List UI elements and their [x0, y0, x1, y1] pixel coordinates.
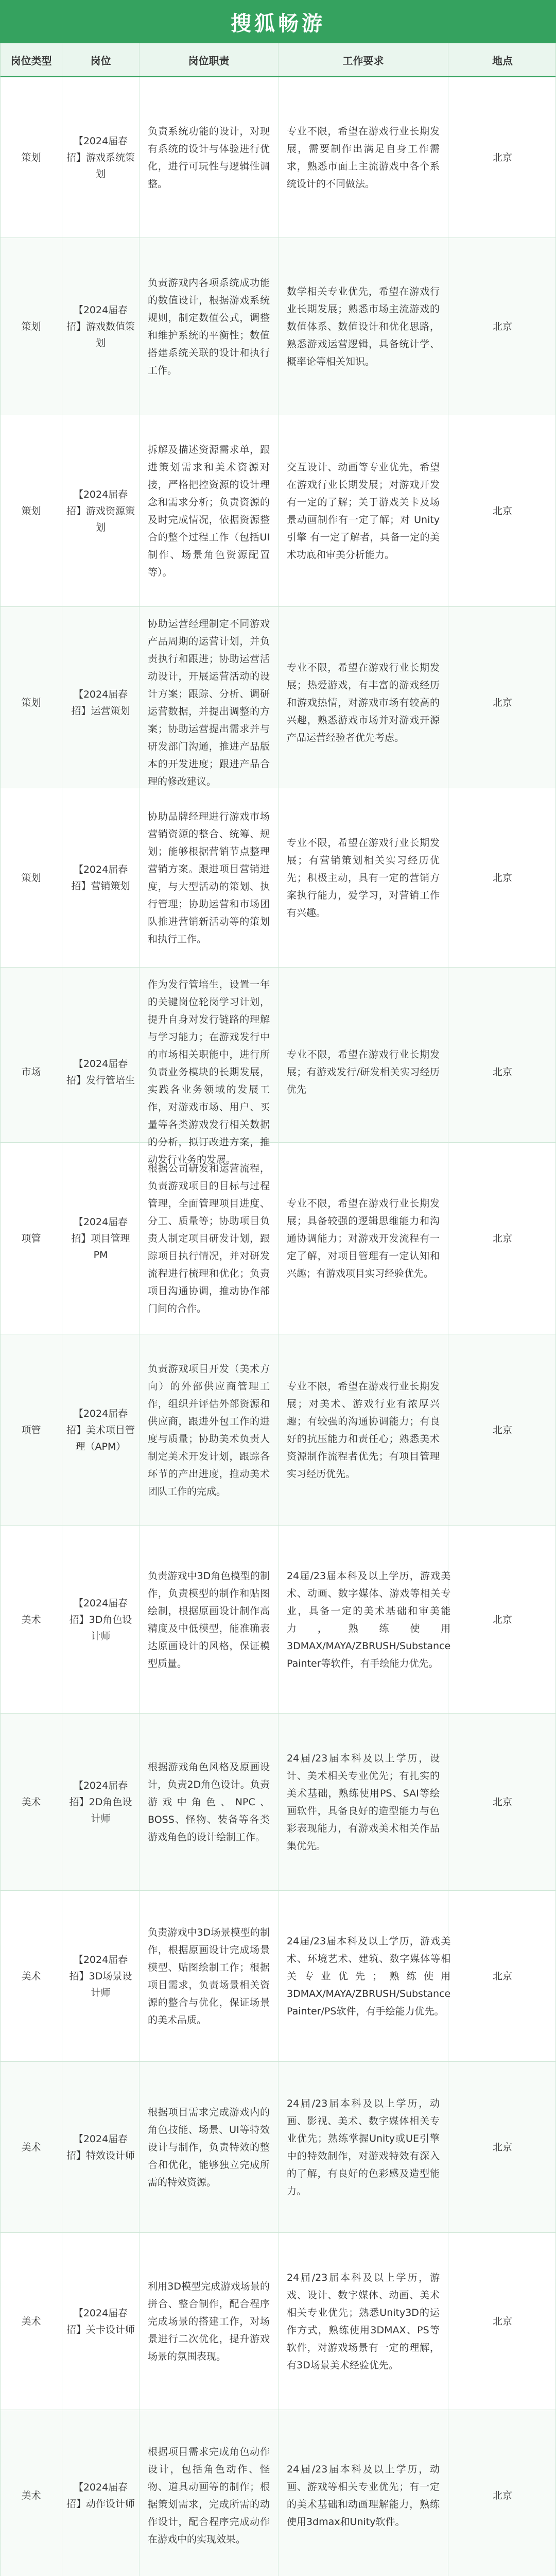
job-location-cell: 北京 [492, 1796, 512, 1808]
job-type-cell: 策划 [1, 607, 62, 799]
job-location-cell: 北京 [492, 2315, 512, 2327]
job-duty-cell: 拆解及描述资源需求单，跟进策划需求和美术资源对接，严格把控资源的设计理念和需求分析；负责资源的及时完成情况，依据资源整合的整个过程工作（包括UI制作、场景角色资源配置等）。 [140, 415, 279, 606]
job-type-cell: 策划 [1, 238, 62, 415]
job-duty-cell: 协助品牌经理进行游戏市场营销资源的整合、统筹、规划；能够根据营销节点整理营销方案。跟进项目营销进度，与大型活动的策划、执行管理；协助运营和市场团队推进营销新活动等的策划和执行工作。 [140, 788, 279, 967]
job-location-cell: 北京 [492, 697, 512, 708]
job-duty-cell: 负责游戏中3D角色模型的制作，负责模型的制作和贴图绘制，根据原画设计制作高精度及中低模型，能准确表达原画设计的风格，保证模型质量。 [140, 1526, 279, 1713]
page-title: 搜狐畅游 [231, 11, 325, 36]
job-position-cell: 【2024届春招】游戏系统策划 [62, 77, 140, 238]
job-type-cell: 美术 [1, 2062, 62, 2232]
job-location-cell: 北京 [492, 1970, 512, 1982]
job-type-cell: 美术 [1, 1526, 62, 1713]
job-duty-cell: 根据游戏角色风格及原画设计，负责2D角色设计。负责游戏中角色、NPC、BOSS、怪物、装备等各类游戏角色的设计绘制工作。 [140, 1714, 279, 1890]
job-location-cell: 北京 [492, 1232, 512, 1244]
job-duty-cell: 根据项目需求完成游戏内的角色技能、场景、UI等特效设计与制作，负责特效的整合和优化，能够独立完成所需的特效资源。 [140, 2062, 279, 2232]
job-duty-cell: 作为发行管培生，设置一年的关键岗位轮岗学习计划，提升自身对发行链路的理解与学习能力；在游戏发行中的市场相关职能中，进行所负责业务模块的长期发展，实践各业务领域的发展工作，对游戏市场、用户、买量等各类游戏发行相关数据的分析，拟订改进方案，推动发行业务的发展。 [140, 968, 279, 1177]
job-row [0, 1143, 556, 1334]
job-duty-cell: 根据公司研发和运营流程，负责游戏项目的目标与过程管理，全面管理项目进度、分工、质量等；协助项目负责人制定项目研发计划，跟踪项目执行情况，并对研发流程进行梳理和优化；负责项目沟通协调，推动协作部门间的合作。 [140, 1143, 279, 1334]
job-requirement-cell: 专业不限，希望在游戏行业长期发展，需要制作出满足自身工作需求，熟悉市面上主流游戏中各个系统设计的不同做法。 [279, 77, 448, 238]
job-row [0, 2062, 556, 2233]
job-row [0, 415, 556, 607]
job-location-cell: 北京 [492, 1066, 512, 1078]
job-position-cell: 【2024届春招】美术项目管理（APM） [62, 1334, 140, 1526]
job-position-cell: 【2024届春招】3D角色设计师 [62, 1526, 140, 1713]
job-requirement-cell: 24届/23届本科及以上学历，动画、游戏等相关专业优先；有一定的美术基础和动画理解能力，熟练使用3dmax和Unity软件。 [279, 2410, 448, 2576]
job-location-cell: 北京 [492, 2141, 512, 2153]
job-type-cell: 项管 [1, 1143, 62, 1334]
job-requirement-cell: 专业不限，希望在游戏行业长期发展；对美术、游戏行业有浓厚兴趣；有较强的沟通协调能力；有良好的抗压能力和责任心；熟悉美术资源制作流程者优先；有项目管理实习经历优先。 [279, 1334, 448, 1526]
job-position-cell: 【2024届春招】关卡设计师 [62, 2233, 140, 2410]
job-type-cell: 美术 [1, 1891, 62, 2061]
job-type-cell: 策划 [1, 415, 62, 606]
job-type-cell: 美术 [1, 2410, 62, 2576]
job-requirement-cell: 交互设计、动画等专业优先，希望在游戏行业长期发展；对游戏开发有一定的了解；关于游戏关卡及场景动画制作有一定了解；对 Unity 引擎 有一定了解者，具备一定的美术功底和审美分析能力。 [279, 415, 448, 606]
job-duty-cell: 利用3D模型完成游戏场景的拼合、整合制作，配合程序完成场景的搭建工作，对场景进行二次优化，提升游戏场景的氛围表现。 [140, 2233, 279, 2410]
job-position-cell: 【2024届春招】2D角色设计师 [62, 1714, 140, 1890]
job-row [0, 968, 556, 1165]
job-row [0, 2410, 556, 2576]
job-requirement-cell: 专业不限，希望在游戏行业长期发展；热爱游戏，有丰富的游戏经历和游戏热情，对游戏市场有较高的兴趣，熟悉游戏市场并对游戏开源产品运营经验者优先考虑。 [279, 607, 448, 799]
job-requirement-cell: 专业不限，希望在游戏行业长期发展；具备较强的逻辑思维能力和沟通协调能力；对游戏开发流程有一定了解，对项目管理有一定认知和兴趣；有游戏项目实习经验优先。 [279, 1143, 448, 1334]
job-location-cell: 北京 [492, 872, 512, 884]
job-duty-cell: 负责游戏中3D场景模型的制作，根据原画设计完成场景模型、贴图绘制工作；根据项目需求，负责场景相关资源的整合与优化，保证场景的美术品质。 [140, 1891, 279, 2061]
job-duty-cell: 负责游戏内各项系统成功能的数值设计，根据游戏系统规则，制定数值公式，调整和维护系统的平衡性；数值搭建系统关联的设计和执行工作。 [140, 238, 279, 415]
table-header [0, 43, 556, 77]
job-duty-cell: 负责系统功能的设计，对现有系统的设计与体验进行优化，进行可玩性与逻辑性调整。 [140, 77, 279, 238]
job-position-cell: 【2024届春招】运营策划 [62, 607, 140, 799]
job-duty-cell: 协助运营经理制定不同游戏产品周期的运营计划，并负责执行和跟进；协助运营活动设计，开展运营活动的设计方案；跟踪、分析、调研运营数据，并提出调整的方案；协助运营提出需求并与研发部门沟通，推进产品版本的开发进度；跟进产品合理的修改建议。 [140, 607, 279, 799]
job-row [0, 1334, 556, 1526]
job-requirement-cell: 24届/23届本科及以上学历，动画、影视、美术、数字媒体相关专业优先；熟练掌握Unity或UE引擎中的特效制作，对游戏特效有深入的了解，有良好的色彩感及造型能力。 [279, 2062, 448, 2232]
job-type-cell: 项管 [1, 1334, 62, 1526]
job-location-cell: 北京 [492, 1614, 512, 1625]
job-type-cell: 策划 [1, 788, 62, 967]
job-row [0, 77, 556, 238]
job-row [0, 2233, 556, 2410]
job-location-cell: 北京 [492, 151, 512, 163]
job-type-cell: 策划 [1, 77, 62, 238]
page-header [0, 0, 556, 43]
job-requirement-cell: 24届/23届本科及以上学历，游戏、设计、数字媒体、动画、美术相关专业优先；熟悉Unity3D的运作方式，熟练使用3DMAX、PS等软件，对游戏场景有一定的理解，有3D场景美术经验优先。 [279, 2233, 448, 2410]
col-req-header: 工作要求 [279, 43, 448, 76]
job-row [0, 1714, 556, 1891]
job-location-cell: 北京 [492, 505, 512, 517]
job-type-cell: 美术 [1, 1714, 62, 1890]
col-location-header: 地点 [492, 54, 513, 67]
job-requirement-cell: 专业不限，希望在游戏行业长期发展；有游戏发行/研发相关实习经历优先 [279, 968, 448, 1177]
job-position-cell: 【2024届春招】营销策划 [62, 788, 140, 967]
job-table-body [0, 77, 556, 2576]
job-location-cell: 北京 [492, 1424, 512, 1436]
job-duty-cell: 负责游戏项目开发（美术方向）的外部供应商管理工作，组织并评估外部资源和供应商，跟进外包工作的进度与质量；协助美术负责人制定美术开发计划，跟踪各环节的产出进度，推动美术团队工作的完成。 [140, 1334, 279, 1526]
job-position-cell: 【2024届春招】游戏资源策划 [62, 415, 140, 606]
job-row [0, 607, 556, 788]
job-position-cell: 【2024届春招】动作设计师 [62, 2410, 140, 2576]
job-position-cell: 【2024届春招】发行管培生 [62, 968, 140, 1177]
job-requirement-cell: 专业不限，希望在游戏行业长期发展；有营销策划相关实习经历优先；积极主动，具有一定的营销方案执行能力，爱学习，对营销工作有兴趣。 [279, 788, 448, 967]
col-type-header: 岗位类型 [1, 43, 62, 76]
job-row [0, 1891, 556, 2062]
col-position-header: 岗位 [62, 43, 140, 76]
job-location-cell: 北京 [492, 2489, 512, 2501]
job-row [0, 788, 556, 968]
job-position-cell: 【2024届春招】特效设计师 [62, 2062, 140, 2232]
job-position-cell: 【2024届春招】游戏数值策划 [62, 238, 140, 415]
job-requirement-cell: 数学相关专业优先，希望在游戏行业长期发展；熟悉市场主流游戏的数值体系、数值设计和优化思路，熟悉游戏运营逻辑，具备统计学、概率论等相关知识。 [279, 238, 448, 415]
job-row [0, 238, 556, 415]
job-requirement-cell: 24届/23届本科及以上学历，游戏美术、环境艺术、建筑、数字媒体等相关专业优先；熟练使用3DMAX/MAYA/ZBRUSH/Substance Painter/PS软件，有手绘能力优先。 [279, 1891, 448, 2061]
job-duty-cell: 根据项目需求完成角色动作设计，包括角色动作、怪物、道具动画等的制作；根据策划需求，完成所需的动作设计，配合程序完成动作在游戏中的实现效果。 [140, 2410, 279, 2576]
job-position-cell: 【2024届春招】项目管理PM [62, 1143, 140, 1334]
job-requirement-cell: 24届/23届本科及以上学历，设计、美术相关专业优先；有扎实的美术基础，熟练使用PS、SAI等绘画软件，具备良好的造型能力与色彩表现能力，有游戏美术相关作品集优先。 [279, 1714, 448, 1890]
col-duty-header: 岗位职责 [140, 43, 279, 76]
job-type-cell: 市场 [1, 968, 62, 1177]
job-position-cell: 【2024届春招】3D场景设计师 [62, 1891, 140, 2061]
job-row [0, 1526, 556, 1714]
job-type-cell: 美术 [1, 2233, 62, 2410]
job-location-cell: 北京 [492, 320, 512, 332]
job-requirement-cell: 24届/23届本科及以上学历，游戏美术、动画、数字媒体、游戏等相关专业，具备一定的美术基础和审美能力，熟练使用3DMAX/MAYA/ZBRUSH/Substance Painter等软件，有手绘能力优先。 [279, 1526, 448, 1713]
